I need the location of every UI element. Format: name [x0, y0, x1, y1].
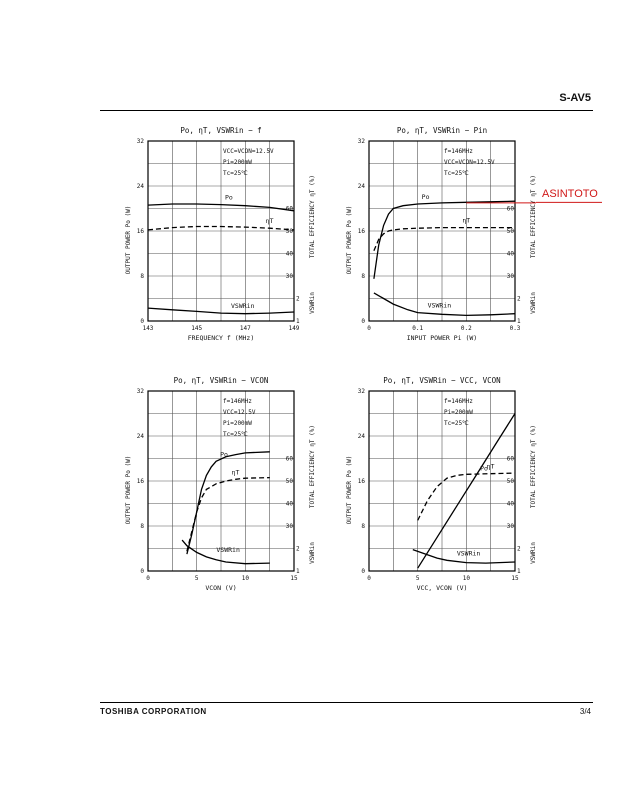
x-tick-label: 0.1: [412, 325, 424, 332]
condition-text: Tc=25℃: [223, 431, 248, 438]
y2-tick-label: 40: [285, 500, 293, 508]
series-label: Po: [225, 193, 233, 202]
y2-axis-title: TOTAL EFFICIENCY ηT (%): [309, 175, 316, 259]
series-label: ηT: [265, 217, 274, 226]
y3-axis-title: VSWRin: [530, 292, 537, 314]
condition-text: f=146MHz: [444, 148, 473, 155]
y3-tick-label: 1: [296, 568, 300, 575]
y-tick-label: 8: [361, 523, 365, 530]
series-label: VSWRin: [216, 545, 240, 554]
y3-tick-label: 1: [517, 568, 521, 575]
y-tick-label: 8: [140, 273, 144, 280]
y-axis-title: OUTPUT POWER Po (W): [125, 205, 132, 275]
x-tick-label: 10: [241, 575, 249, 582]
series-label: Po: [421, 193, 430, 201]
y-tick-label: 24: [357, 433, 365, 440]
footer-rule: [100, 702, 593, 703]
x-axis-title: VCC, VCON (V): [416, 584, 468, 592]
y3-axis-title: VSWRin: [309, 292, 316, 314]
x-tick-label: 145: [191, 325, 203, 332]
y-tick-label: 0: [361, 318, 365, 325]
y-tick-label: 8: [361, 273, 365, 280]
y-tick-label: 0: [140, 318, 144, 325]
x-tick-label: 0.3: [509, 325, 521, 332]
condition-text: Pi=200mW: [223, 159, 252, 166]
series-label: VSWRin: [456, 549, 481, 558]
y-tick-label: 24: [357, 183, 365, 190]
y-tick-label: 16: [357, 478, 365, 485]
series-label: ηT: [231, 468, 240, 477]
y-tick-label: 8: [140, 523, 144, 530]
x-tick-label: 0: [367, 325, 371, 332]
condition-text: Tc=25℃: [444, 420, 469, 427]
y2-tick-label: 50: [506, 228, 514, 235]
y-tick-label: 32: [357, 388, 365, 395]
x-tick-label: 147: [239, 325, 251, 332]
series-label: VSWRin: [231, 302, 255, 311]
y-tick-label: 32: [136, 138, 144, 145]
y-tick-label: 0: [140, 568, 144, 575]
condition-text: VCC=12.5V: [223, 409, 256, 416]
x-tick-label: 0: [367, 575, 371, 582]
x-tick-label: 143: [142, 325, 154, 332]
document-code: S-AV5: [559, 92, 591, 104]
x-axis-title: VCON (V): [205, 584, 237, 592]
y2-tick-label: 30: [285, 523, 293, 530]
y2-axis-title: TOTAL EFFICIENCY ηT (%): [530, 175, 537, 259]
y-tick-label: 24: [136, 433, 144, 440]
y3-tick-label: 2: [296, 295, 300, 303]
x-tick-label: 15: [511, 575, 519, 582]
y-axis-title: OUTPUT POWER Po (W): [346, 455, 353, 525]
chart-title: Po, ηT, VSWRin − VCC, VCON: [383, 376, 501, 385]
series-efficiency-line: [187, 478, 270, 552]
chart-title: Po, ηT, VSWRin − f: [180, 126, 262, 135]
series-label: VSWRin: [427, 301, 452, 310]
condition-text: Tc=25℃: [444, 170, 469, 177]
chart-3: [125, 376, 316, 592]
y2-axis-title: TOTAL EFFICIENCY ηT (%): [530, 425, 537, 509]
y2-tick-label: 60: [506, 455, 514, 463]
y2-tick-label: 60: [285, 205, 293, 213]
y-axis-title: OUTPUT POWER Po (W): [346, 205, 353, 275]
x-tick-label: 0.2: [460, 325, 472, 332]
series-label: ηT: [486, 462, 495, 471]
y-tick-label: 16: [357, 228, 365, 235]
y3-axis-title: VSWRin: [309, 542, 316, 564]
y-tick-label: 32: [357, 138, 365, 145]
y2-tick-label: 30: [506, 523, 514, 530]
condition-text: Tc=25℃: [223, 170, 248, 177]
x-tick-label: 15: [290, 575, 298, 582]
x-tick-label: 5: [194, 575, 199, 582]
y-tick-label: 16: [136, 478, 144, 485]
x-tick-label: 0: [146, 575, 150, 582]
footer-page-number: 3/4: [579, 707, 591, 716]
y-tick-label: 32: [136, 388, 144, 395]
y2-tick-label: 60: [285, 455, 293, 463]
series-po-line: [374, 201, 515, 279]
asymptote-annotation-label: ASINTOTO: [542, 188, 598, 200]
series-label: ηT: [462, 216, 471, 225]
y-tick-label: 0: [361, 568, 365, 575]
y3-tick-label: 2: [517, 545, 521, 553]
y3-tick-label: 1: [517, 318, 521, 325]
condition-text: f=146MHz: [223, 398, 252, 405]
y2-axis-title: TOTAL EFFICIENCY ηT (%): [309, 425, 316, 509]
x-tick-label: 10: [462, 575, 470, 582]
y2-tick-label: 30: [285, 273, 293, 280]
chart-title: Po, ηT, VSWRin − VCON: [173, 376, 269, 385]
y2-tick-label: 30: [506, 273, 514, 280]
condition-text: VCC=VCON=12.5V: [444, 159, 495, 166]
y3-tick-label: 2: [517, 295, 521, 303]
condition-text: f=146MHz: [444, 398, 473, 405]
y2-tick-label: 50: [285, 228, 293, 235]
y2-tick-label: 60: [506, 205, 514, 213]
y3-axis-title: VSWRin: [530, 542, 537, 564]
y2-tick-label: 40: [506, 500, 514, 508]
y-tick-label: 24: [136, 183, 144, 190]
footer-company: TOSHIBA CORPORATION: [100, 707, 207, 716]
chart-1: [125, 126, 316, 342]
x-tick-label: 5: [415, 575, 420, 582]
chart-4: [346, 376, 537, 592]
condition-text: Pi=200mW: [444, 409, 473, 416]
x-axis-title: INPUT POWER Pi (W): [406, 334, 478, 342]
x-tick-label: 149: [288, 325, 300, 332]
condition-text: VCC=VCON=12.5V: [223, 148, 274, 155]
series-label: Po: [220, 450, 228, 459]
y-axis-title: OUTPUT POWER Po (W): [125, 455, 132, 525]
x-axis-title: FREQUENCY f (MHz): [187, 334, 255, 342]
y2-tick-label: 50: [506, 478, 514, 485]
chart-2: [346, 126, 602, 342]
y3-tick-label: 1: [296, 318, 300, 325]
y2-tick-label: 40: [506, 250, 514, 258]
y-tick-label: 16: [136, 228, 144, 235]
chart-title: Po, ηT, VSWRin − Pin: [396, 126, 488, 135]
series-label: Po: [480, 464, 488, 473]
y3-tick-label: 2: [296, 545, 300, 553]
condition-text: Pi=200mW: [223, 420, 252, 427]
y2-tick-label: 40: [285, 250, 293, 258]
y2-tick-label: 50: [285, 478, 293, 485]
